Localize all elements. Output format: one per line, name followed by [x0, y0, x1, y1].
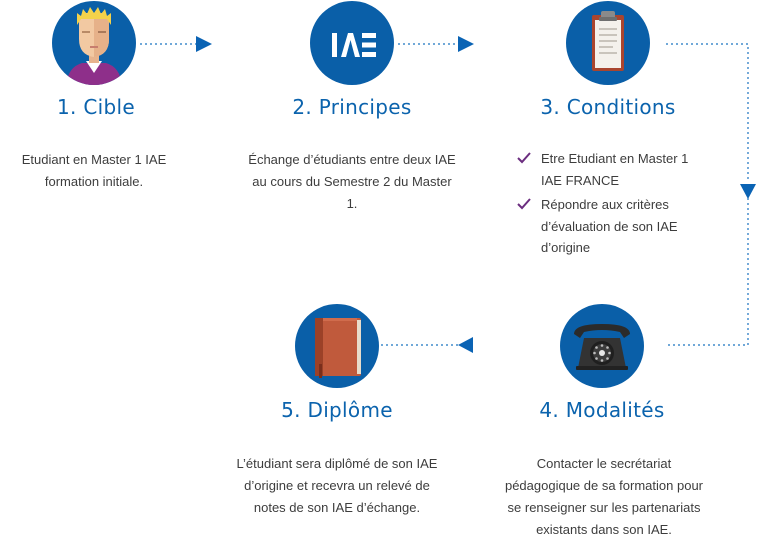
- checkmark-icon: [517, 152, 531, 164]
- step-3-title: 3. Conditions: [540, 95, 676, 119]
- student-avatar-icon: [52, 1, 136, 85]
- arrow-right-1: [196, 36, 212, 52]
- telephone-icon: [560, 304, 644, 388]
- step-3-icon-circle: [566, 1, 650, 85]
- step-1-icon-circle: [52, 1, 136, 85]
- step-2-title: 2. Principes: [292, 95, 412, 119]
- step-1-title: 1. Cible: [57, 95, 135, 119]
- clipboard-icon: [566, 1, 650, 85]
- step-4-title: 4. Modalités: [539, 398, 665, 422]
- conditions-list: [517, 148, 717, 262]
- book-icon: [295, 304, 379, 388]
- arrow-right-2: [458, 36, 474, 52]
- arrow-left: [458, 337, 473, 353]
- step-5-icon-circle: [295, 304, 379, 388]
- condition-item: Etre Etudiant en Master 1 IAE FRANCE: [517, 148, 717, 191]
- condition-item: Répondre aux critères d’évaluation de son IAE d’origine: [517, 194, 717, 259]
- step-2-description: Échange d’étudiants entre deux IAE au cours du Semestre 2 du Master 1.: [248, 152, 456, 211]
- iae-logo-icon: [310, 1, 394, 85]
- step-4-description: Contacter le secrétariat pédagogique de sa formation pour se renseigner sur les partenariats existants dans son IAE.: [504, 456, 704, 537]
- step-4-icon-circle: [560, 304, 644, 388]
- checkmark-icon: [517, 198, 531, 210]
- step-2-icon-circle: [310, 1, 394, 85]
- step-5-title: 5. Diplôme: [281, 398, 393, 422]
- step-1-description: Etudiant en Master 1 IAE formation initiale.: [21, 152, 167, 189]
- arrow-down: [740, 184, 756, 199]
- step-5-description: L’étudiant sera diplômé de son IAE d’origine et recevra un relevé de notes de son IAE d’échange.: [236, 456, 438, 515]
